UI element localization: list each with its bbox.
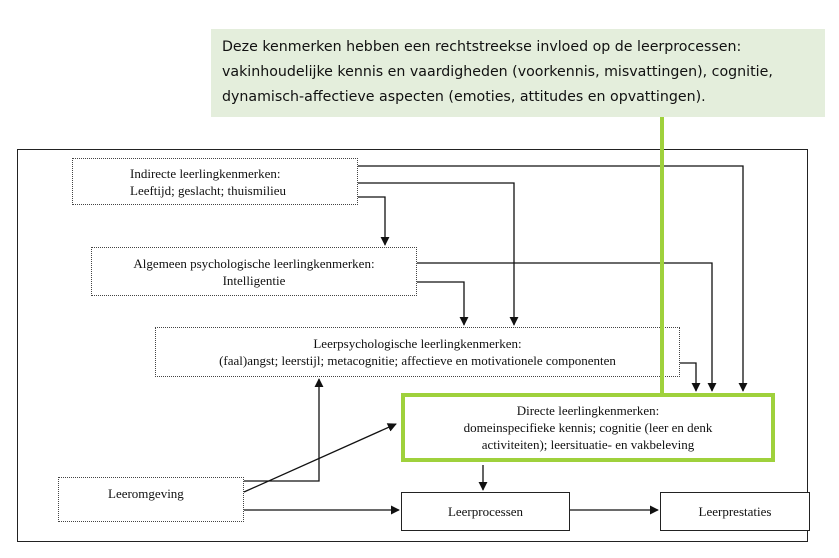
box-indirecte-detail: Leeftijd; geslacht; thuismilieu [130, 183, 286, 198]
callout-line-2: vakinhoudelijke kennis en vaardigheden (voorkennis, misvattingen), cognitie, [222, 64, 773, 80]
box-algemeen-detail: Intelligentie [222, 273, 286, 288]
box-leerprestaties-label: Leerprestaties [698, 504, 772, 519]
box-indirecte-title: Indirecte leerlingkenmerken: [130, 166, 281, 181]
box-directe-detail-1: domeinspecifieke kennis; cognitie (leer en denk [463, 420, 713, 435]
arrow-leeromgeving-to-leerpsych [244, 379, 319, 481]
arrow-leeromgeving-to-direct [244, 424, 396, 492]
box-leerpsych-detail: (faal)angst; leerstijl; metacognitie; affectieve en motivationele componenten [219, 353, 616, 368]
box-directe-title: Directe leerlingkenmerken: [516, 403, 660, 418]
box-algemeen-title: Algemeen psychologische leerlingkenmerken: [133, 256, 375, 271]
arrow-indirect-to-leerpsych [358, 183, 514, 325]
box-directe-detail-2: activiteiten); leersituatie- en vakbeleving [481, 437, 695, 452]
arrow-algemeen-to-leerpsych [417, 282, 464, 325]
callout-line-3: dynamisch-affectieve aspecten (emoties, attitudes en opvattingen). [222, 89, 706, 105]
arrow-indirect-to-algemeen [358, 197, 385, 245]
box-leerprocessen-label: Leerprocessen [447, 504, 524, 519]
callout-line-1: Deze kenmerken hebben een rechtstreekse invloed op de leerprocessen: [222, 39, 742, 55]
arrow-leerpsych-to-direct [680, 363, 696, 391]
arrow-indirect-to-direct [358, 166, 743, 391]
box-leeromgeving-label: Leeromgeving [108, 486, 184, 501]
box-leerpsych-title: Leerpsychologische leerlingkenmerken: [313, 336, 522, 351]
